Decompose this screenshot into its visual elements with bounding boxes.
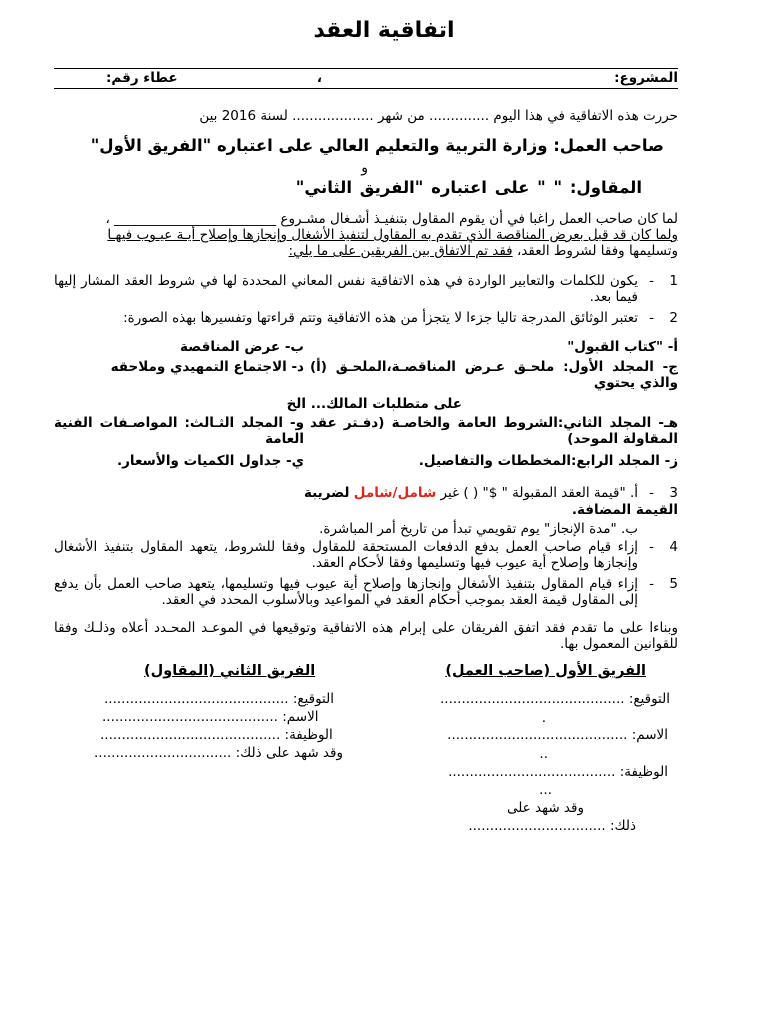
party-2-name: الاسم: ......................................... — [102, 709, 319, 725]
doc-d: د- الاجتماع التمهيدي وملاحقه — [110, 359, 304, 375]
party-1-job: الوظيفة: ....................................... — [448, 764, 668, 780]
party-2-signature: التوقيع: ........................................... — [104, 691, 334, 707]
party-1-name: الاسم: .......................................... — [447, 727, 668, 743]
clause-3a-line-2: القيمة المضافة. — [571, 502, 678, 518]
party-1-witness-line-2: ذلك: ................................ — [468, 818, 636, 834]
party-1-header: الفريق الأول (صاحب العمل) — [445, 663, 646, 679]
clause-3a-prefix: أ. "قيمة العقد المقبولة " $" ( ) غير — [440, 485, 638, 501]
party-1-witness-line-1: وقد شهد على — [506, 800, 584, 816]
whereas-line-3 — [54, 243, 678, 259]
clause-3a-vat-option: شامل/شامل — [353, 485, 437, 501]
clause-3b: ب. "مدة الإنجاز" يوم تقويمي تبدأ من تاريخ أمر المباشرة. — [319, 521, 638, 537]
doc-h: هـ- المجلد الثاني:الشروط العامة والخاصـة (دفـتر عقد المقاولة الموحد) — [310, 415, 678, 447]
project-comma: ، — [316, 70, 322, 86]
doc-b: ب- عرض المناقصة — [179, 339, 304, 355]
clause-3 — [54, 485, 678, 519]
document-title: اتفاقية العقد — [313, 18, 455, 43]
party-1-dot-2: .. — [539, 746, 548, 762]
clause-4-text: إزاء قيام صاحب العمل بدفع الدفعات المستحقة للمقاول وفقا للشروط، يتعهد المقاول بتنفيذ الأشغال وإنجازها وإصلاح أية عيوب فيها وتسليمها وفقا لأحكام العقد. — [54, 539, 638, 571]
party-1-signature: التوقيع: ........................................... — [440, 691, 670, 707]
clause-1-dash: - — [649, 273, 654, 289]
doc-c: ج- المجلد الأول: ملحـق عـرض المناقصـة،الملحـق (أ) والذي يحتوي — [310, 359, 678, 391]
party-2-job: الوظيفة: .......................................... — [100, 727, 333, 743]
clause-3-dash: - — [649, 485, 654, 501]
party-2-witness: وقد شهد على ذلك: ................................ — [94, 745, 343, 761]
party-1-dot-1: . — [541, 710, 546, 726]
clause-1-number: 1 — [669, 273, 678, 289]
clause-4 — [54, 539, 678, 573]
party-2-header: الفريق الثاني (المقاول) — [144, 663, 316, 679]
employer-line: صاحب العمل: وزارة التربية والتعليم العالي على اعتباره "الفريق الأول" — [90, 136, 664, 155]
whereas-line-1: لما كان صاحب العمل راغبا في أن يقوم المقاول بتنفيـذ أشـغال مشـروع ________________________ ، — [105, 211, 678, 227]
clause-2 — [54, 310, 678, 328]
contract-page — [54, 0, 678, 1024]
clause-5-number: 5 — [669, 576, 678, 592]
clause-1 — [54, 273, 678, 307]
clause-4-number: 4 — [669, 539, 678, 555]
clause-5 — [54, 576, 678, 610]
doc-z: ز- المجلد الرابع:المخططات والتفاصيل. — [418, 453, 678, 469]
doc-y: ي- جداول الكميات والأسعار. — [116, 453, 304, 469]
bottom-rule — [54, 88, 678, 89]
clause-3-number: 3 — [669, 485, 678, 501]
doc-c-continued: على متطلبات المالك... الخ — [286, 396, 462, 412]
whereas-line-3a: وتسليمها وفقا لشروط العقد، — [516, 243, 678, 259]
party-1-dot-3: ... — [539, 782, 552, 798]
doc-w: و- المجلد الثـالث: المواصـفات الفنية العامة — [54, 415, 304, 447]
project-label: المشروع: — [614, 70, 678, 86]
whereas-agreed: فقد تم الاتفاق بين الفريقين على ما يلي: — [288, 243, 513, 259]
clause-3a-suffix: لضريبة — [303, 485, 350, 501]
and-word: و — [361, 160, 368, 176]
clause-5-text: إزاء قيام المقاول بتنفيذ الأشغال وإنجازها وإصلاح أية عيوب فيها وتسليمها، يتعهد صاحب العمل بأن يدفع إلى المقاول قيمة العقد بموجب أحكام العقد في المواعيد وبالأسلوب المحدد في العقد. — [54, 576, 638, 608]
clause-3a — [54, 485, 638, 501]
clause-1-text: يكون للكلمات والتعابير الواردة في هذه الاتفاقية نفس المعاني المحددة لها في شروط العقد المشار إليها فيما بعد. — [54, 273, 638, 305]
tender-label: عطاء رقم: — [106, 70, 178, 86]
closing-paragraph: وبناءا على ما تقدم فقد اتفق الفريقان على إبرام هذه الاتفاقية وتوقيعها في الموعـد المحـدد أعلاه وذلـك وفقا للقوانين المعمول بها. — [54, 620, 678, 652]
project-row — [54, 70, 678, 88]
intro-line: حررت هذه الاتفاقية في هذا اليوم .............. من شهر ................... لسنة 2016 بين — [199, 108, 678, 124]
top-rule — [54, 68, 678, 69]
clause-5-dash-symbol: - — [649, 576, 654, 592]
doc-a: أ- "كتاب القبول" — [567, 339, 678, 355]
clause-2-text: تعتبر الوثائق المدرجة تاليا جزءا لا يتجزأ من هذه الاتفاقية وتتم قراءتها وتفسيرها بهذه الصورة: — [123, 310, 638, 326]
clause-4-dash: - — [649, 539, 654, 555]
clause-2-number: 2 — [669, 310, 678, 326]
clause-2-dash: - — [649, 310, 654, 326]
contractor-line: المقاول: " " على اعتباره "الفريق الثاني" — [295, 178, 642, 197]
whereas-line-2: ولما كان قد قبل بعرض المناقصة الذي تقدم به المقاول لتنفيذ الأشغال وإنجازها وإصلاح أيـة عيـوب فيهـا — [107, 227, 678, 243]
